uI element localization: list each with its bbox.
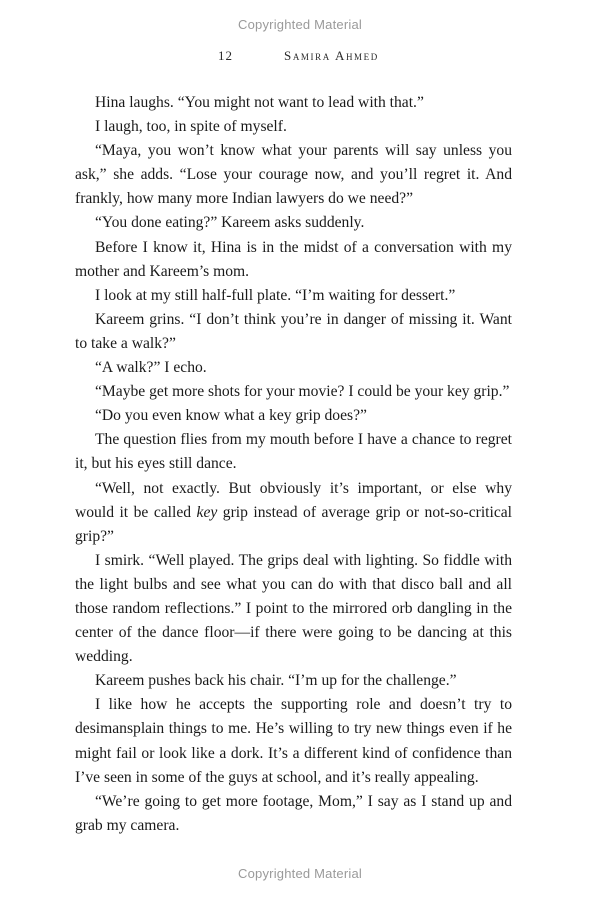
copyright-watermark-top: Copyrighted Material	[238, 17, 362, 32]
paragraph: I laugh, too, in spite of myself.	[95, 118, 287, 136]
paragraph: Hina laughs. “You might not want to lead with that.”	[95, 94, 424, 111]
paragraph-text: “Well, not exactly. But obviously it’s important, or else why would it be called	[75, 479, 512, 521]
paragraph: Before I know it, Hina is in the midst of a conversation with my mother and Kareem’s mom.	[75, 238, 512, 280]
paragraph: “Do you even know what a key grip does?”	[95, 407, 367, 425]
paragraph: “Maybe get more shots for your movie? I could be your key grip.”	[95, 383, 510, 401]
paragraph: “Maya, you won’t know what your parents will say unless you ask,” she adds. “Lose your courage now, and you’ll regret it. And frankly, how many more Indian lawyers do we need?”	[75, 142, 512, 208]
paragraph: Kareem pushes back his chair. “I’m up for the challenge.”	[95, 672, 457, 690]
author-name: Samira Ahmed	[284, 48, 379, 63]
running-header	[0, 48, 600, 68]
copyright-watermark-bottom: Copyrighted Material	[238, 866, 362, 881]
paragraph: “We’re going to get more footage, Mom,” I say as I stand up and grab my camera.	[75, 792, 512, 834]
paragraph: Kareem grins. “I don’t think you’re in danger of missing it. Want to take a walk?”	[75, 310, 512, 352]
paragraph: The question flies from my mouth before I have a chance to regret it, but his eyes still dance.	[75, 431, 512, 473]
paragraph: I smirk. “Well played. The grips deal with lighting. So fiddle with the light bulbs and see what you can do with that disco ball and all those random reflections.” I point to the mirrored orb dangling in the center of the dance floor—if there were going to be dancing at this wedding.	[75, 551, 512, 666]
paragraph: “A walk?” I echo.	[95, 359, 207, 377]
paragraph-text: grip instead of average grip or not-so-critical grip?”	[75, 503, 512, 545]
body-text	[75, 91, 512, 838]
page-number: 12	[218, 48, 233, 63]
emphasized-word: key	[196, 503, 218, 521]
paragraph: I look at my still half-full plate. “I’m waiting for dessert.”	[95, 286, 456, 304]
paragraph: “You done eating?” Kareem asks suddenly.	[95, 214, 365, 232]
paragraph	[75, 477, 512, 549]
paragraph: I like how he accepts the supporting role and doesn’t try to desimansplain things to me. He’s willing to try new things even if he might fail or look like a dork. It’s a different kind of confidence than I’ve seen in some of the guys at school, and it’s really appealing.	[75, 696, 512, 786]
